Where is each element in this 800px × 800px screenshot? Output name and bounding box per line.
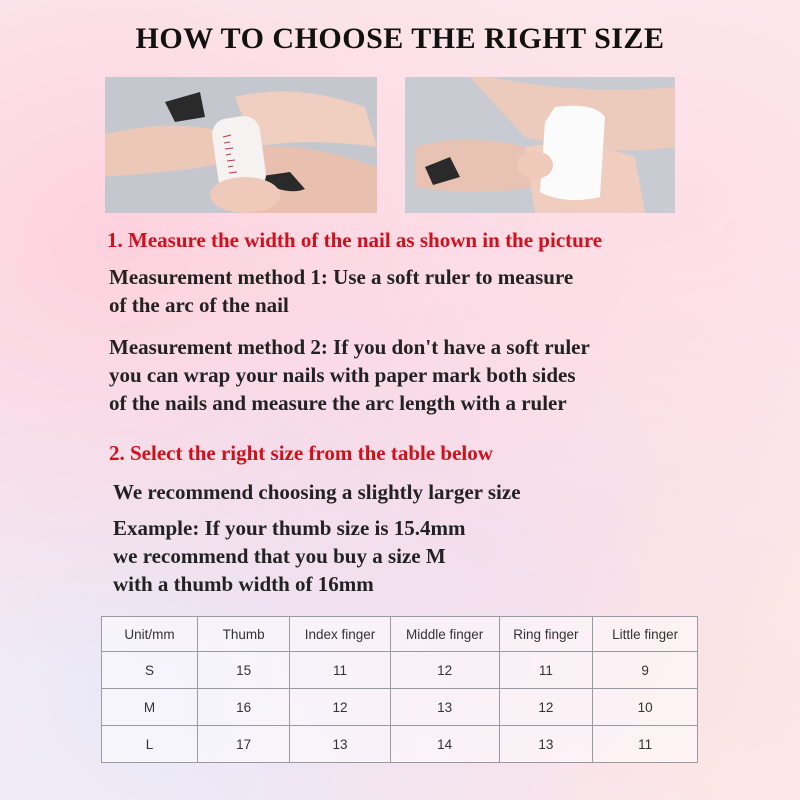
recommend-text xyxy=(113,478,521,506)
column-header: Ring finger xyxy=(499,617,593,652)
table-cell: 13 xyxy=(290,726,391,763)
table-header-row xyxy=(102,617,698,652)
recommend-line: We recommend choosing a slightly larger size xyxy=(113,480,521,504)
table-cell: 11 xyxy=(499,652,593,689)
paper-wrap-measurement-photo xyxy=(405,77,675,213)
method-2-line: of the nails and measure the arc length with a ruler xyxy=(109,391,567,415)
table-cell: 11 xyxy=(593,726,698,763)
table-cell: 12 xyxy=(390,652,499,689)
size-label-cell: L xyxy=(102,726,198,763)
step-2-heading: 2. Select the right size from the table below xyxy=(109,441,493,465)
step-1-heading: 1. Measure the width of the nail as shown in the picture xyxy=(107,228,603,252)
example-line: we recommend that you buy a size M xyxy=(113,544,446,568)
table-cell: 12 xyxy=(499,689,593,726)
method-2-text xyxy=(109,333,590,417)
soft-ruler-measurement-photo xyxy=(105,77,377,213)
column-header: Thumb xyxy=(198,617,290,652)
table-cell: 13 xyxy=(390,689,499,726)
column-header: Middle finger xyxy=(390,617,499,652)
table-row xyxy=(102,689,698,726)
table-cell: 12 xyxy=(290,689,391,726)
page-title: HOW TO CHOOSE THE RIGHT SIZE xyxy=(135,22,665,55)
method-2-line: you can wrap your nails with paper mark both sides xyxy=(109,363,576,387)
table-cell: 16 xyxy=(198,689,290,726)
method-1-line: of the arc of the nail xyxy=(109,293,289,317)
column-header: Index finger xyxy=(290,617,391,652)
table-row xyxy=(102,726,698,763)
column-header: Unit/mm xyxy=(102,617,198,652)
table-cell: 11 xyxy=(290,652,391,689)
method-1-line: Measurement method 1: Use a soft ruler to measure xyxy=(109,265,574,289)
example-line: Example: If your thumb size is 15.4mm xyxy=(113,516,466,540)
column-header: Little finger xyxy=(593,617,698,652)
table-cell: 10 xyxy=(593,689,698,726)
method-1-text xyxy=(109,263,573,319)
method-2-line: Measurement method 2: If you don't have a soft ruler xyxy=(109,335,590,359)
table-cell: 15 xyxy=(198,652,290,689)
table-cell: 14 xyxy=(390,726,499,763)
table-cell: 17 xyxy=(198,726,290,763)
size-label-cell: M xyxy=(102,689,198,726)
size-chart-table xyxy=(101,616,698,763)
example-line: with a thumb width of 16mm xyxy=(113,572,374,596)
table-cell: 9 xyxy=(593,652,698,689)
table-cell: 13 xyxy=(499,726,593,763)
size-label-cell: S xyxy=(102,652,198,689)
example-text xyxy=(113,514,466,598)
table-row xyxy=(102,652,698,689)
